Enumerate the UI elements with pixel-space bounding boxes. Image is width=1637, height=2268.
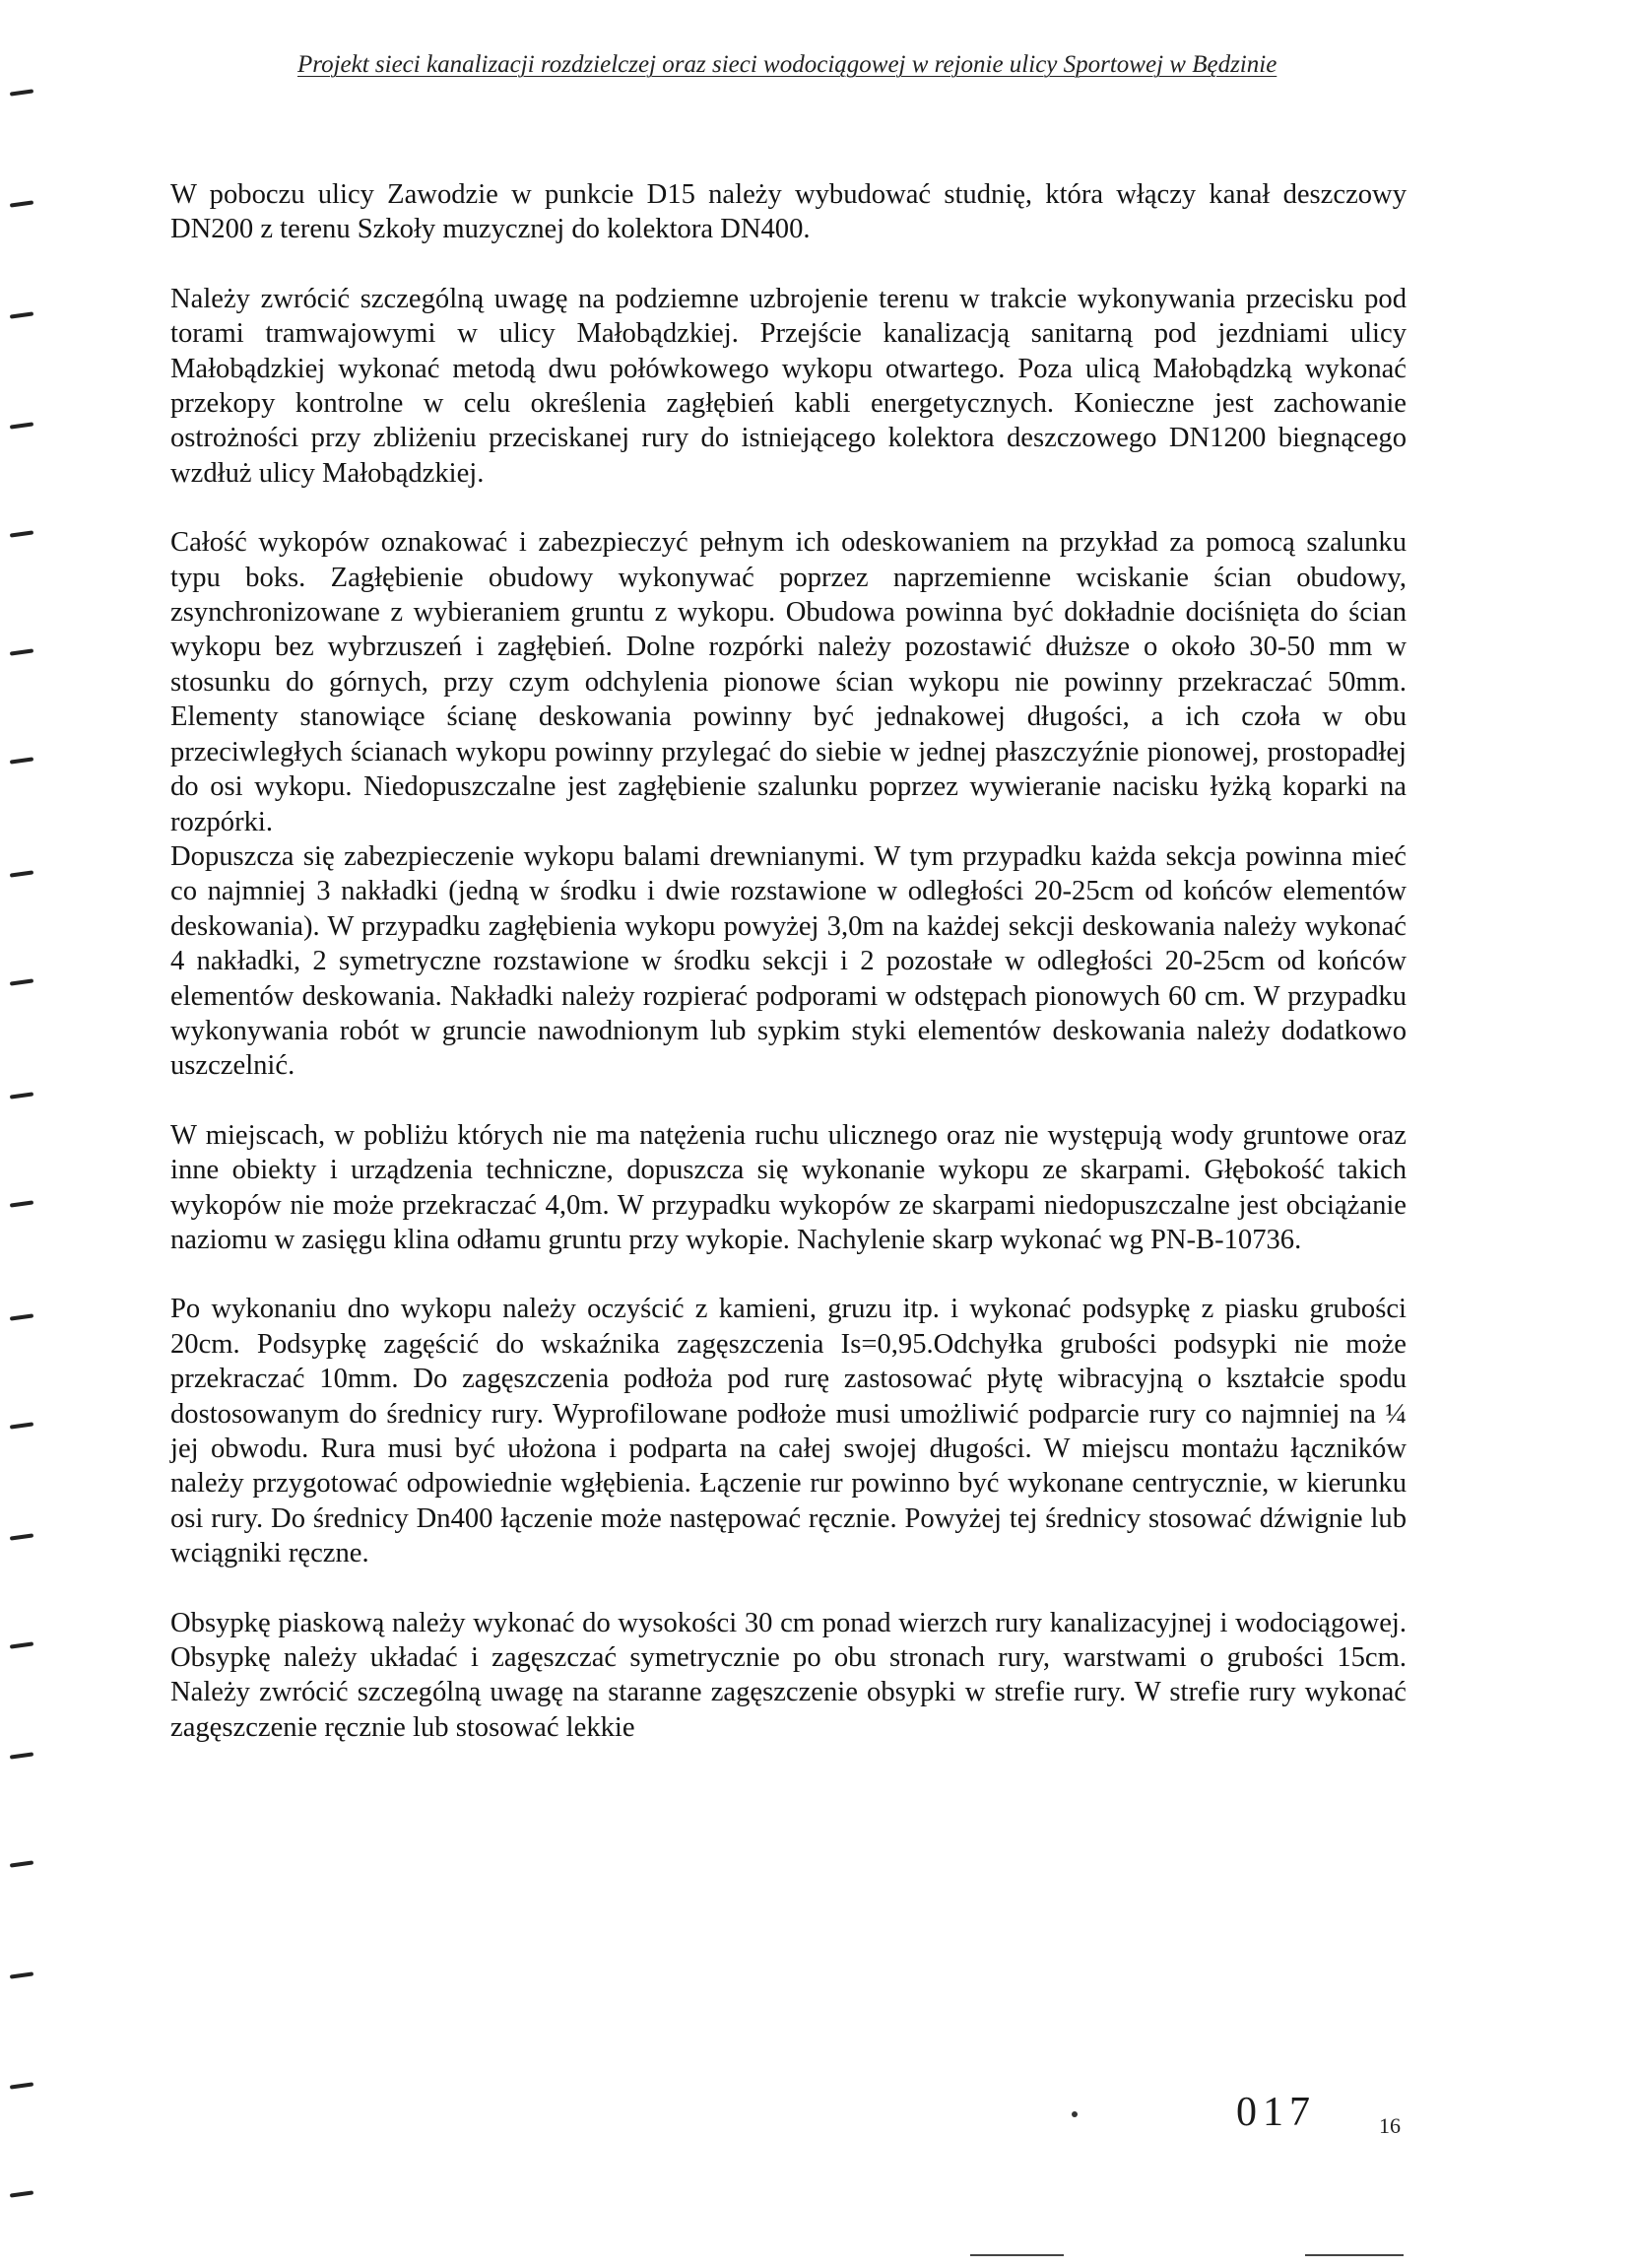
footer-rule <box>1305 2254 1404 2256</box>
margin-mark <box>10 311 33 318</box>
document-body <box>170 177 1407 1779</box>
page-number: 16 <box>1379 2113 1401 2138</box>
document-header: Projekt sieci kanalizacji rozdzielczej oraz sieci wodociągowej w rejonie ulicy Sportowej w Będzinie <box>297 51 1277 78</box>
margin-mark <box>10 978 33 985</box>
scan-speck <box>1072 2111 1078 2117</box>
stamp-number: 017 <box>1236 2090 1316 2135</box>
margin-mark <box>10 870 33 877</box>
paragraph: Należy zwrócić szczególną uwagę na podziemne uzbrojenie terenu w trakcie wykonywania przecisku pod torami tramwajowymi w ulicy Małobądzkiej. Przejście kanalizacją sanitarną pod jezdniami ulicy Małobądzkiej wykonać metodą dwu połówkowego wykopu otwartego. Poza ulicą Małobądzką wykonać przekopy kontrolne w celu określenia zagłębień kabli energetycznych. Konieczne jest zachowanie ostrożności przy zbliżeniu przeciskanej rury do istniejącego kolektora deszczowego DN1200 biegnącego wzdłuż ulicy Małobądzkiej. <box>170 283 1407 489</box>
margin-mark <box>10 1533 33 1540</box>
paragraph: W miejscach, w pobliżu których nie ma natężenia ruchu ulicznego oraz nie występują wody gruntowe oraz inne obiekty i urządzenia techniczne, dopuszcza się wykonanie wykopu ze skarpami. Głębokość takich wykopów nie może przekraczać 4,0m. W przypadku wykopów ze skarpami niedopuszczalne jest obciążanie naziomu w zasięgu klina odłamu gruntu przy wykopie. Nachylenie skarp wykonać wg PN-B-10736. <box>170 1119 1407 1255</box>
margin-mark <box>10 422 33 429</box>
paragraph: Po wykonaniu dno wykopu należy oczyścić z kamieni, gruzu itp. i wykonać podsypkę z piasku grubości 20cm. Podsypkę zagęścić do wskaźnika zagęszczenia Is=0,95.Odchyłka grubości podsypki nie może przekraczać 10mm. Do zagęszczenia podłoża pod rurę zastosować płytę wibracyjną o kształcie spodu dostosowanym do średnicy rury. Wyprofilowane podłoże musi umożliwić podparcie rury co najmniej na ¼ jej obwodu. Rura musi być ułożona i podparta na całej swojej długości. W miejscu montażu łączników należy przygotować odpowiednie wgłębienia. Łączenie rur powinno być wykonane centrycznie, w kierunku osi rury. Do średnicy Dn400 łączenie może następować ręcznie. Powyżej tej średnicy stosować dźwignie lub wciągniki ręczne. <box>170 1294 1407 1569</box>
paragraph: Całość wykopów oznakować i zabezpieczyć pełnym ich odeskowaniem na przykład za pomocą szalunku typu boks. Zagłębienie obudowy wykonywać poprzez naprzemienne wciskanie ścian obudowy, zsynchronizowane z wybieraniem gruntu z wykopu. Obudowa powinna być dokładnie dociśnięta do ścian wykopu bez wybrzuszeń i zagłębień. Dolne rozpórki należy pozostawić dłuższe o około 30-50 mm w stosunku do górnych, przy czym odchylenia pionowe ścian wykopu nie powinny przekraczać 50mm. Elementy stanowiące ścianę deskowania powinny być jednakowej długości, a ich czoła w obu przeciwległych ścianach wykopu powinny przylegać do siebie w jednej płaszczyźnie pionowej, prostopadłej do osi wykopu. Niedopuszczalne jest zagłębienie szalunku poprzez wywieranie nacisku łyżką koparki na rozpórki. <box>170 527 1407 837</box>
margin-mark <box>10 1860 33 1867</box>
margin-mark <box>10 2190 33 2197</box>
margin-mark <box>10 1422 33 1429</box>
margin-mark <box>10 648 33 655</box>
margin-mark <box>10 530 33 537</box>
paragraph: Obsypkę piaskową należy wykonać do wysokości 30 cm ponad wierzch rury kanalizacyjnej i wodociągowej. Obsypkę należy układać i zagęszczać symetrycznie po obu stronach rury, warstwami o grubości 15cm. Należy zwrócić szczególną uwagę na staranne zagęszczenie obsypki w strefie rury. W strefie rury wykonać zagęszczenie ręcznie lub stosować lekkie <box>170 1607 1407 1743</box>
margin-mark <box>10 1752 33 1759</box>
margin-mark <box>10 1313 33 1320</box>
margin-mark <box>10 89 33 96</box>
margin-mark <box>10 1200 33 1207</box>
footer-rule <box>970 2254 1064 2256</box>
margin-mark <box>10 1971 33 1978</box>
margin-mark <box>10 200 33 207</box>
margin-mark <box>10 1641 33 1648</box>
margin-mark <box>10 2082 33 2089</box>
margin-mark <box>10 757 33 764</box>
paragraph: W poboczu ulicy Zawodzie w punkcie D15 należy wybudować studnię, która włączy kanał deszczowy DN200 z terenu Szkoły muzycznej do kolektora DN400. <box>170 179 1407 245</box>
paragraph: Dopuszcza się zabezpieczenie wykopu balami drewnianymi. W tym przypadku każda sekcja powinna mieć co najmniej 3 nakładki (jedną w środku i dwie rozstawione w odległości 20-25cm od końców elementów deskowania). W przypadku zagłębienia wykopu powyżej 3,0m na każdej sekcji deskowania należy wykonać 4 nakładki, 2 symetryczne rozstawione w środku sekcji i 2 pozostałe w odległości 20-25cm od końców elementów deskowania. Nakładki należy rozpierać podporami w odstępach pionowych 60 cm. W przypadku wykonywania robót w gruncie nawodnionym lub sypkim styki elementów deskowania należy dodatkowo uszczelnić. <box>170 840 1407 1082</box>
margin-mark <box>10 1092 33 1099</box>
